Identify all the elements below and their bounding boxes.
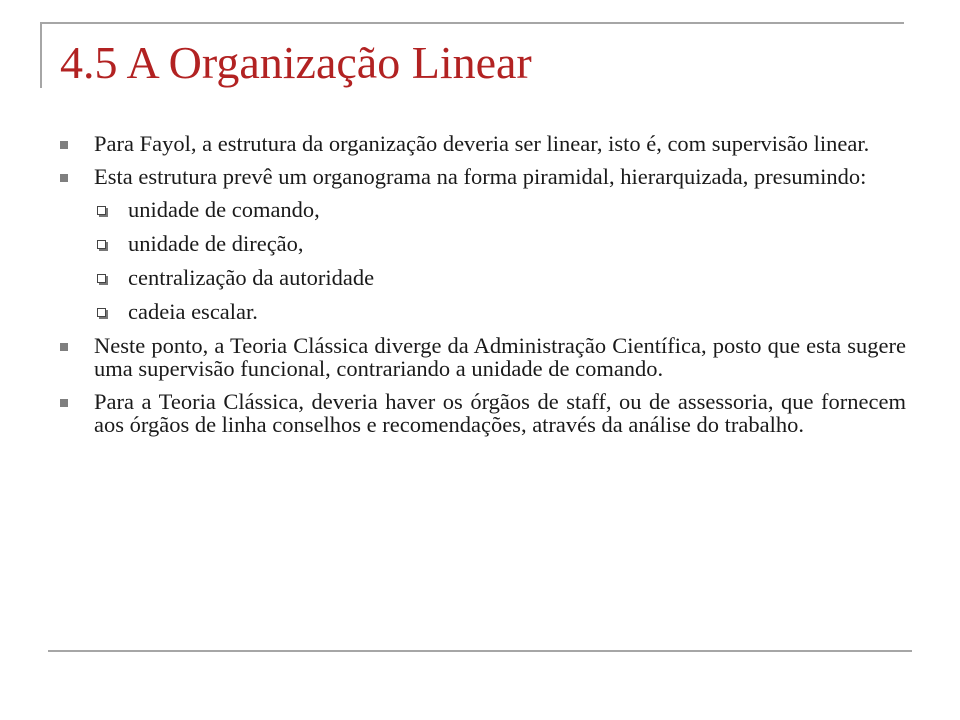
sub-bullet-text: cadeia escalar. (128, 299, 258, 324)
sub-bullet-item-3 (94, 266, 906, 290)
square-bullet-icon (60, 399, 68, 407)
bullet-text: Para Fayol, a estrutura da organização deveria ser linear, isto é, com supervisão linear. (94, 131, 870, 156)
square-bullet-icon (60, 174, 68, 182)
bullet-text: Para a Teoria Clássica, deveria haver os órgãos de staff, ou de assessoria, que fornecem aos órgãos de linha conselhos e recomendações, através da análise do trabalho. (94, 389, 906, 437)
hollow-square-bullet-icon (97, 240, 106, 249)
sub-bullet-item-1 (94, 198, 906, 222)
sub-bullet-item-2 (94, 232, 906, 256)
hollow-square-bullet-icon (97, 308, 106, 317)
square-bullet-icon (60, 343, 68, 351)
bullet-text: Esta estrutura prevê um organograma na forma piramidal, hierarquizada, presumindo: (94, 164, 867, 189)
sub-bullet-list (94, 198, 906, 324)
bottom-divider (48, 650, 912, 652)
sub-bullet-item-4 (94, 300, 906, 324)
bullet-item-4 (58, 390, 906, 436)
slide-title: 4.5 A Organização Linear (60, 37, 532, 88)
bullet-item-2 (58, 165, 906, 324)
hollow-square-bullet-icon (97, 206, 106, 215)
hollow-square-bullet-icon (97, 274, 106, 283)
bullet-item-1 (58, 132, 906, 155)
left-divider (40, 22, 42, 88)
sub-bullet-text: unidade de comando, (128, 197, 320, 222)
bullet-item-3 (58, 334, 906, 380)
sub-bullet-text: centralização da autoridade (128, 265, 375, 290)
bullet-text: Neste ponto, a Teoria Clássica diverge da Administração Científica, posto que esta sugere uma supervisão funcional, contrariando a unidade de comando. (94, 333, 906, 381)
square-bullet-icon (60, 141, 68, 149)
top-divider (40, 22, 904, 24)
slide-content (58, 132, 906, 446)
sub-bullet-text: unidade de direção, (128, 231, 304, 256)
bullet-list (58, 132, 906, 436)
